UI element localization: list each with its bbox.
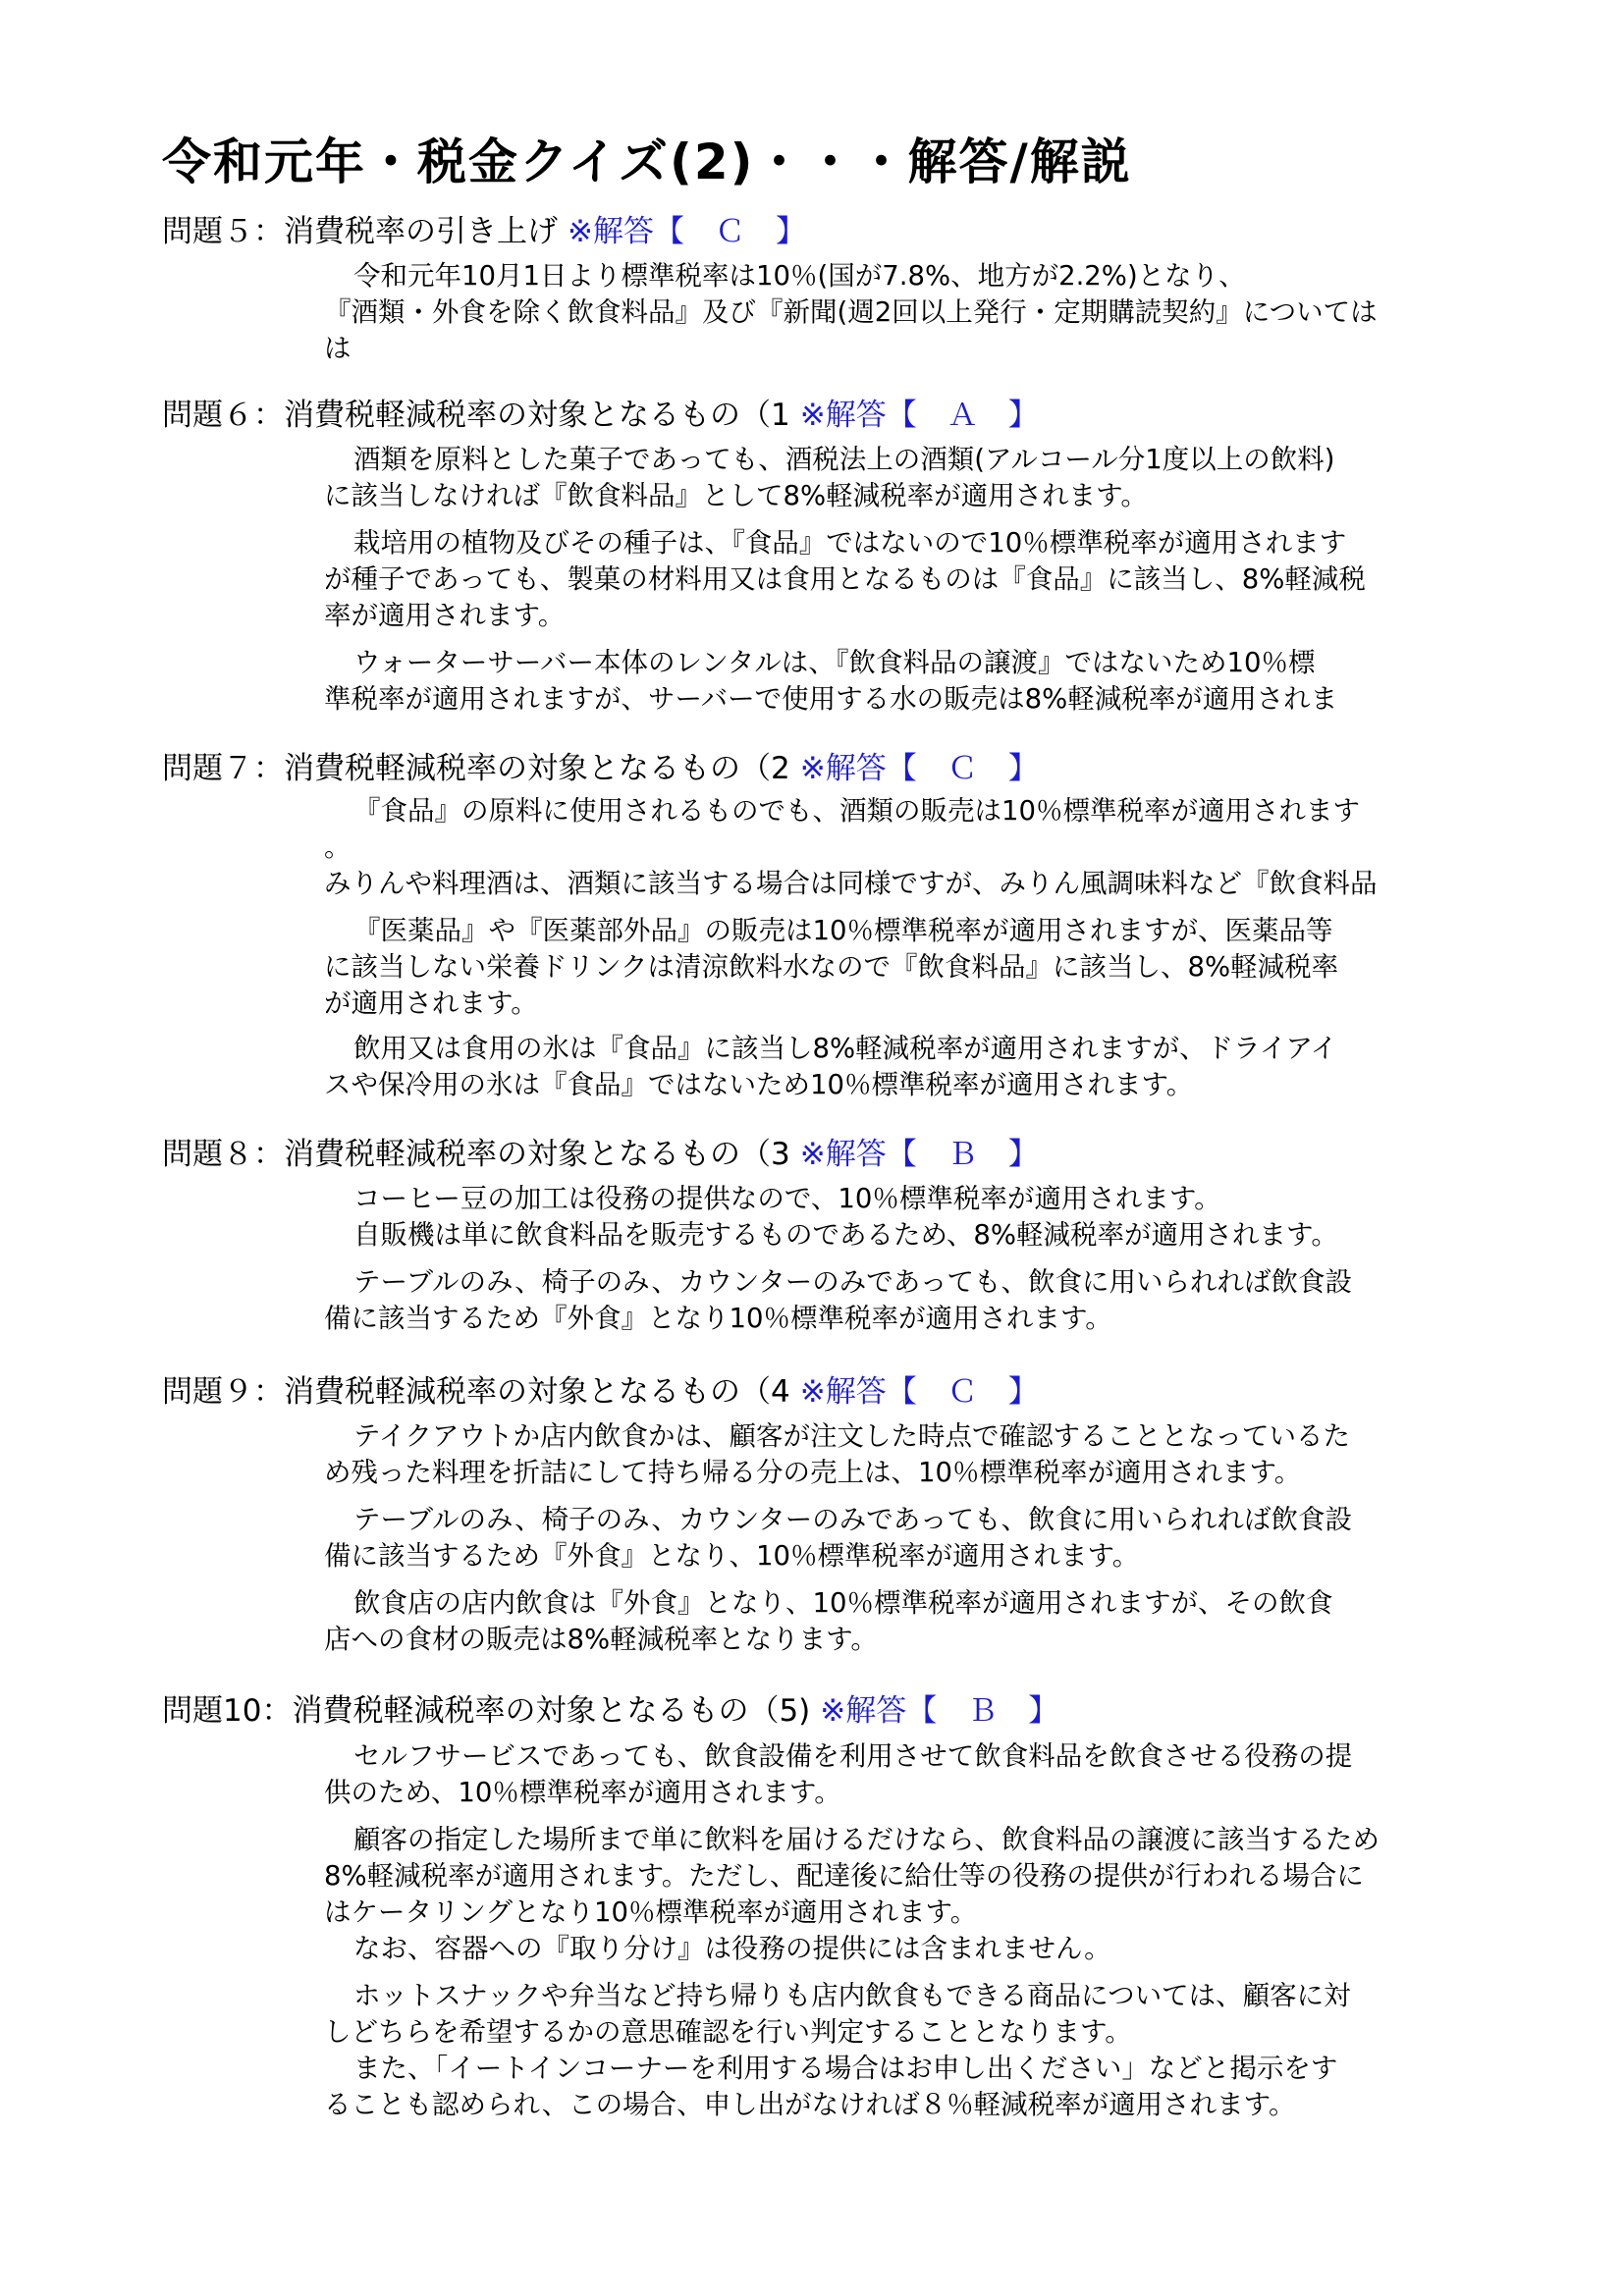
text-line: ホットスナックや弁当など持ち帰りも店内飲食もできる商品については、顧客に対 [353,1980,1351,2011]
text-line: 『医薬品』や『医薬部外品』の販売は10％標準税率が適用されますが、医薬品等 [353,915,1333,946]
question-9-heading [162,1366,1039,1411]
text-line: 店への食材の販売は8%軽減税率となります。 [324,1624,878,1655]
text-line: みりんや料理酒は、酒類に該当する場合は同様ですが、みりん風調味料など『飲食料品 [324,868,1378,899]
text-line: また、「イートインコーナーを利用する場合はお申し出ください」などと掲示をす [353,2053,1338,2084]
question-7-paragraph-2 [324,913,1532,1022]
text-line: 自販機は単に飲食料品を販売するものであるため、8%軽減税率が適用されます。 [353,1219,1338,1251]
question-7-paragraph-3 [324,1031,1532,1103]
question-5-paragraph-1 [324,258,1532,367]
text-line: コーヒー豆の加工は役務の提供なので、10％標準税率が適用されます。 [353,1183,1221,1214]
text-line: 備に該当するため『外食』となり10％標準税率が適用されます。 [324,1303,1112,1334]
question-8-answer: ※解答【 Ｂ 】 [799,1137,1039,1172]
question-10-title: 問題10：消費税軽減税率の対象となるもの（5) [162,1693,811,1729]
text-line: め残った料理を折詰にして持ち帰る分の売上は、10％標準税率が適用されます。 [324,1457,1302,1488]
question-10-paragraph-3 [324,1978,1532,2123]
text-line: なお、容器への『取り分け』は役務の提供には含まれません。 [353,1933,1111,1964]
question-8-heading [162,1129,1039,1173]
text-line: に該当しなければ『飲食料品』として8%軽減税率が適用されます。 [324,480,1148,511]
question-5-title: 問題５：消費税率の引き上げ [162,214,558,249]
question-8-paragraph-2 [324,1264,1532,1337]
text-line: テイクアウトか店内飲食かは、顧客が注文した時点で確認することとなっているた [353,1420,1351,1452]
text-line: 酒類を原料とした菓子であっても、酒税法上の酒類(アルコール分1度以上の飲料) [353,444,1335,475]
question-10-paragraph-1 [324,1738,1532,1811]
text-line: 備に該当するため『外食』となり、10％標準税率が適用されます。 [324,1540,1140,1572]
page-title: 令和元年・税金クイズ(2)・・・解答/解説 [162,133,1132,190]
question-6-paragraph-2 [324,525,1532,634]
question-10-paragraph-2 [324,1822,1532,1967]
text-line: テーブルのみ、椅子のみ、カウンターのみであっても、飲食に用いられれば飲食設 [353,1504,1352,1535]
text-line: ることも認められ、この場合、申し出がなければ８％軽減税率が適用されます。 [324,2089,1296,2120]
question-6-paragraph-1 [324,442,1532,514]
question-9-paragraph-3 [324,1585,1532,1658]
question-7-paragraph-1 [324,793,1532,902]
text-line: 。 [324,831,352,863]
question-8-paragraph-1 [324,1181,1532,1254]
question-7-answer: ※解答【 Ｃ 】 [799,751,1039,786]
question-7-title: 問題７：消費税軽減税率の対象となるもの（2 [162,751,790,786]
question-8-title: 問題８：消費税軽減税率の対象となるもの（3 [162,1137,790,1172]
text-line: に該当しない栄養ドリンクは清涼飲料水なので『飲食料品』に該当し、8%軽減税率 [324,951,1339,983]
text-line: が適用されます。 [324,988,538,1019]
question-9-paragraph-2 [324,1502,1532,1575]
question-5-heading [162,206,806,250]
text-line: 『食品』の原料に使用されるものでも、酒類の販売は10％標準税率が適用されます [353,795,1360,827]
question-6-heading [162,390,1039,434]
question-7-heading [162,743,1039,787]
question-6-answer: ※解答【 Ａ 】 [799,398,1039,433]
text-line: 率が適用されます。 [324,600,566,631]
question-10-answer: ※解答【 Ｂ 】 [820,1693,1059,1729]
text-line: 『酒類・外食を除く飲食料品』及び『新聞(週2回以上発行・定期購読契約』については [324,296,1378,328]
text-line: しどちらを希望するかの意思確認を行い判定することとなります。 [324,2016,1132,2048]
question-9-title: 問題９：消費税軽減税率の対象となるもの（4 [162,1374,790,1410]
text-line: は [324,333,352,364]
question-6-paragraph-3 [324,645,1532,718]
text-line: セルフサービスであっても、飲食設備を利用させて飲食料品を飲食させる役務の提 [353,1740,1353,1772]
text-line: 供のため、10％標準税率が適用されます。 [324,1777,841,1808]
question-9-paragraph-1 [324,1418,1532,1491]
question-10-heading [162,1685,1058,1730]
text-line: ウォーターサーバー本体のレンタルは、『飲食料品の譲渡』ではないため10％標 [353,647,1316,678]
text-line: 飲用又は食用の氷は『食品』に該当し8%軽減税率が適用されますが、ドライアイ [353,1033,1337,1064]
text-line: はケータリングとなり10％標準税率が適用されます。 [324,1896,978,1928]
text-line: 準税率が適用されますが、サーバーで使用する水の販売は8%軽減税率が適用されま [324,683,1338,715]
text-line: が種子であっても、製菓の材料用又は食用となるものは『食品』に該当し、8%軽減税 [324,563,1366,595]
text-line: 8%軽減税率が適用されます。ただし、配達後に給仕等の役務の提供が行われる場合に [324,1860,1364,1892]
text-line: スや保冷用の氷は『食品』ではないため10％標準税率が適用されます。 [324,1069,1194,1100]
text-line: 令和元年10月1日より標準税率は10％(国が7.8%、地方が2.2%)となり、 [353,260,1246,292]
text-line: 栽培用の植物及びその種子は、『食品』ではないので10％標準税率が適用されます [353,527,1347,559]
text-line: 顧客の指定した場所まで単に飲料を届けるだけなら、飲食料品の譲渡に該当するため [353,1824,1380,1855]
question-9-answer: ※解答【 Ｃ 】 [799,1374,1039,1410]
text-line: 飲食店の店内飲食は『外食』となり、10％標準税率が適用されますが、その飲食 [353,1587,1333,1619]
question-5-answer: ※解答【 Ｃ 】 [568,214,806,249]
text-line: テーブルのみ、椅子のみ、カウンターのみであっても、飲食に用いられれば飲食設 [353,1266,1352,1298]
question-6-title: 問題６：消費税軽減税率の対象となるもの（1 [162,398,790,433]
